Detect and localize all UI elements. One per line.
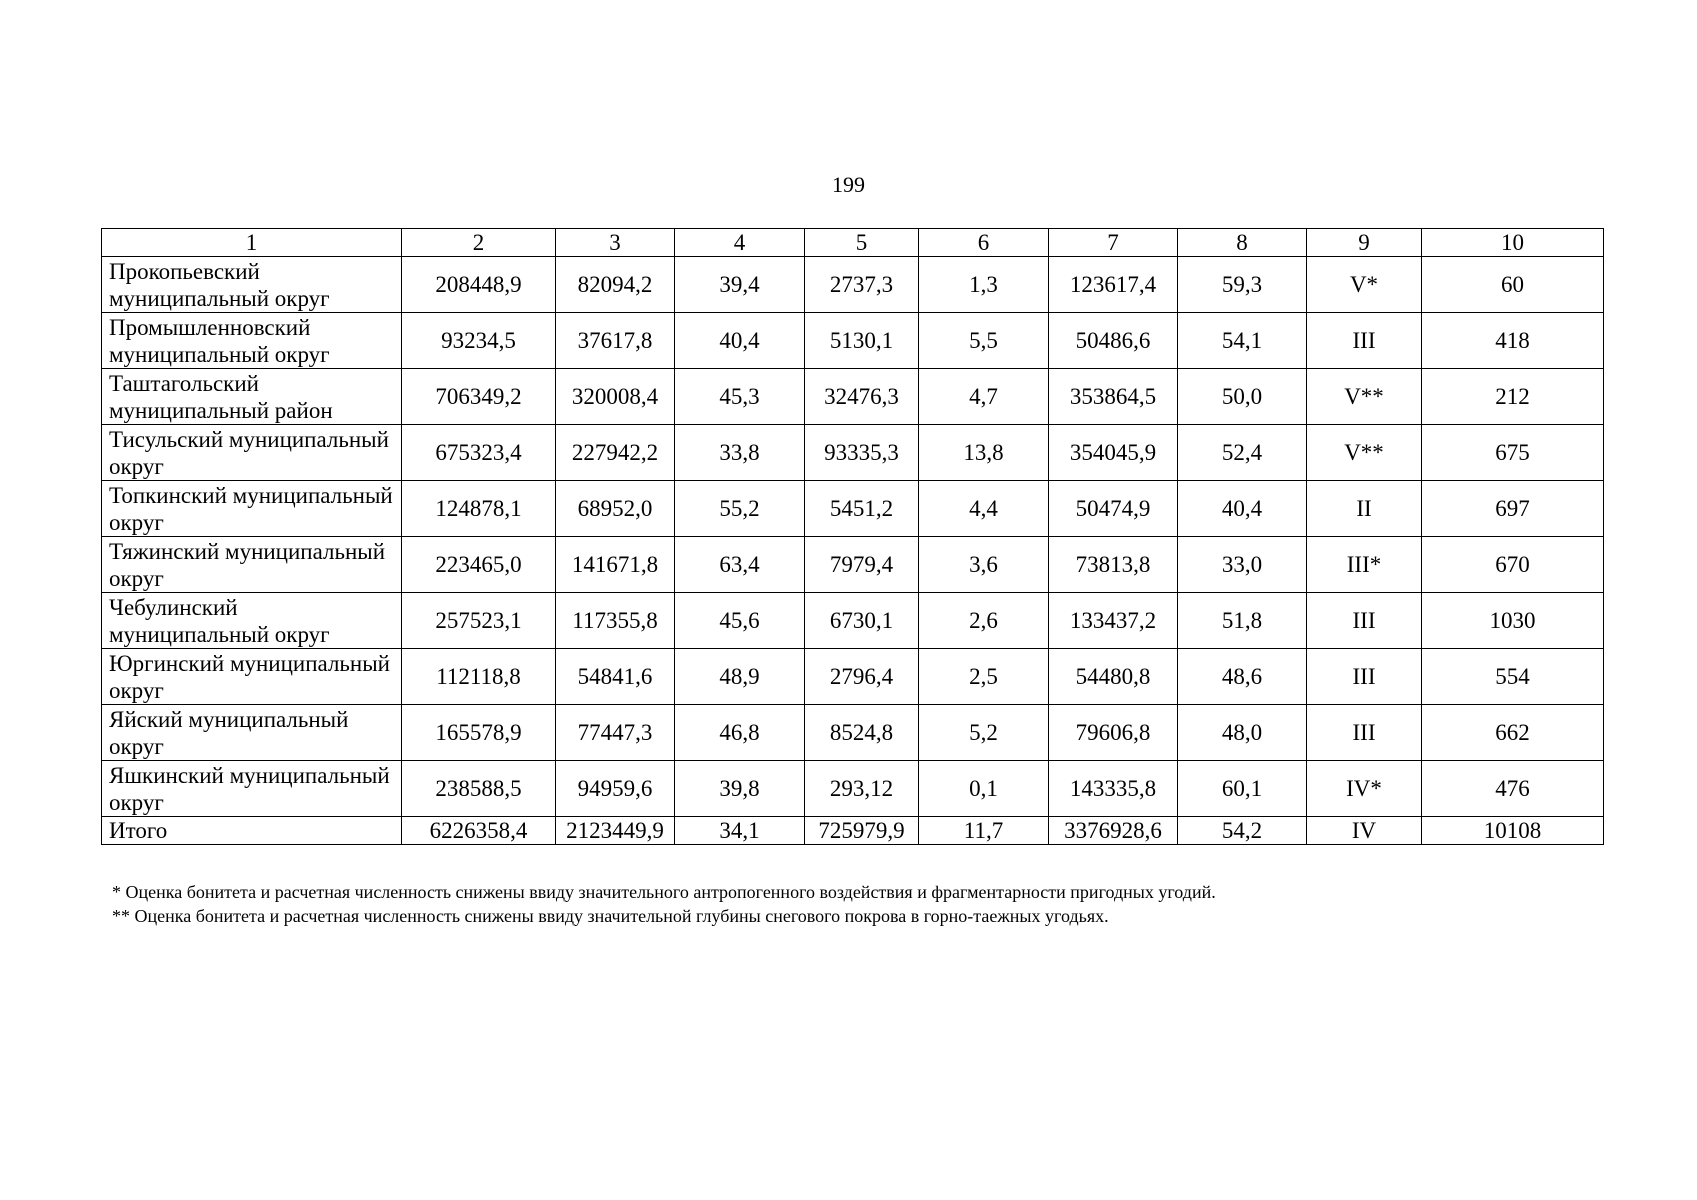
- table-cell: 10: [1422, 229, 1604, 257]
- district-name-cell: Тисульский муниципальный округ: [102, 425, 402, 481]
- table-cell: 4,4: [919, 481, 1049, 537]
- table-cell: 353864,5: [1049, 369, 1178, 425]
- table-cell: 4: [675, 229, 805, 257]
- table-cell: 6730,1: [805, 593, 919, 649]
- district-name-cell: Прокопьевский муниципальный округ: [102, 257, 402, 313]
- table-cell: 50474,9: [1049, 481, 1178, 537]
- district-name-cell: Яйский муниципальный округ: [102, 705, 402, 761]
- table-cell: IV: [1307, 817, 1422, 845]
- table-cell: 46,8: [675, 705, 805, 761]
- table-cell: 8: [1178, 229, 1307, 257]
- table-cell: 93234,5: [402, 313, 556, 369]
- district-name-cell: Яшкинский муниципальный округ: [102, 761, 402, 817]
- table-cell: 6226358,4: [402, 817, 556, 845]
- table-cell: 5,5: [919, 313, 1049, 369]
- table-cell: 1030: [1422, 593, 1604, 649]
- district-name-cell: Юргинский муниципальный округ: [102, 649, 402, 705]
- footnote-double-asterisk: ** Оценка бонитета и расчетная численность снижены ввиду значительной глубины снегового покрова в горно-таежных угодьях.: [112, 906, 1109, 926]
- table-cell: 39,4: [675, 257, 805, 313]
- table-cell: 3376928,6: [1049, 817, 1178, 845]
- table-cell: 418: [1422, 313, 1604, 369]
- table-cell: 238588,5: [402, 761, 556, 817]
- table-cell: 3: [556, 229, 675, 257]
- table-cell: 40,4: [1178, 481, 1307, 537]
- footnotes: [112, 880, 1612, 928]
- table-cell: V*: [1307, 257, 1422, 313]
- table-cell: 39,8: [675, 761, 805, 817]
- table-cell: 55,2: [675, 481, 805, 537]
- table-cell: 37617,8: [556, 313, 675, 369]
- table-cell: III: [1307, 649, 1422, 705]
- table-cell: 32476,3: [805, 369, 919, 425]
- table-cell: 0,1: [919, 761, 1049, 817]
- table-cell: 59,3: [1178, 257, 1307, 313]
- table-cell: 50486,6: [1049, 313, 1178, 369]
- table-cell: 212: [1422, 369, 1604, 425]
- table-cell: 1,3: [919, 257, 1049, 313]
- table-cell: 123617,4: [1049, 257, 1178, 313]
- table-cell: 93335,3: [805, 425, 919, 481]
- table-cell: 45,3: [675, 369, 805, 425]
- table-cell: 6: [919, 229, 1049, 257]
- district-name-cell: Топкинский муниципальный округ: [102, 481, 402, 537]
- table-cell: 9: [1307, 229, 1422, 257]
- table-cell: 73813,8: [1049, 537, 1178, 593]
- table-cell: 662: [1422, 705, 1604, 761]
- table-cell: 40,4: [675, 313, 805, 369]
- table-cell: 11,7: [919, 817, 1049, 845]
- table-row: [102, 257, 1604, 313]
- table-cell: 670: [1422, 537, 1604, 593]
- table-cell: 3,6: [919, 537, 1049, 593]
- data-table: [101, 228, 1604, 845]
- table-cell: 293,12: [805, 761, 919, 817]
- table-row: [102, 649, 1604, 705]
- table-cell: 2123449,9: [556, 817, 675, 845]
- table-cell: 50,0: [1178, 369, 1307, 425]
- table-cell: 165578,9: [402, 705, 556, 761]
- total-row: [102, 817, 1604, 845]
- table-cell: 63,4: [675, 537, 805, 593]
- table-cell: III: [1307, 313, 1422, 369]
- table-cell: 706349,2: [402, 369, 556, 425]
- table-cell: 2: [402, 229, 556, 257]
- table-cell: 60: [1422, 257, 1604, 313]
- table-cell: 33,0: [1178, 537, 1307, 593]
- table-cell: V**: [1307, 369, 1422, 425]
- table-cell: 7979,4: [805, 537, 919, 593]
- table-cell: 476: [1422, 761, 1604, 817]
- table-cell: 554: [1422, 649, 1604, 705]
- table-cell: 54480,8: [1049, 649, 1178, 705]
- table-cell: 77447,3: [556, 705, 675, 761]
- table-cell: 4,7: [919, 369, 1049, 425]
- table-row: [102, 761, 1604, 817]
- table-cell: 1: [102, 229, 402, 257]
- table-cell: V**: [1307, 425, 1422, 481]
- table-cell: 60,1: [1178, 761, 1307, 817]
- table-cell: 2796,4: [805, 649, 919, 705]
- table-cell: 54,1: [1178, 313, 1307, 369]
- table-cell: 45,6: [675, 593, 805, 649]
- table-cell: 5451,2: [805, 481, 919, 537]
- table-cell: 48,9: [675, 649, 805, 705]
- district-name-cell: Промышленновский муниципальный округ: [102, 313, 402, 369]
- table-row: [102, 481, 1604, 537]
- table-cell: 2737,3: [805, 257, 919, 313]
- table-cell: 141671,8: [556, 537, 675, 593]
- table-cell: 52,4: [1178, 425, 1307, 481]
- table-cell: 133437,2: [1049, 593, 1178, 649]
- table-cell: IV*: [1307, 761, 1422, 817]
- table-cell: 675323,4: [402, 425, 556, 481]
- table-row: [102, 537, 1604, 593]
- table-cell: 54,2: [1178, 817, 1307, 845]
- table-cell: 48,0: [1178, 705, 1307, 761]
- district-name-cell: Чебулинский муниципальный округ: [102, 593, 402, 649]
- table-cell: 51,8: [1178, 593, 1307, 649]
- table-cell: 320008,4: [556, 369, 675, 425]
- district-name-cell: Таштагольский муниципальный район: [102, 369, 402, 425]
- page-number: 199: [832, 172, 865, 197]
- table-cell: 117355,8: [556, 593, 675, 649]
- table-cell: 227942,2: [556, 425, 675, 481]
- table-cell: 112118,8: [402, 649, 556, 705]
- table-cell: 725979,9: [805, 817, 919, 845]
- table-cell: 5130,1: [805, 313, 919, 369]
- table-row: [102, 369, 1604, 425]
- table-row: [102, 313, 1604, 369]
- table-cell: 68952,0: [556, 481, 675, 537]
- table-cell: 79606,8: [1049, 705, 1178, 761]
- table-cell: 2,5: [919, 649, 1049, 705]
- table-cell: 82094,2: [556, 257, 675, 313]
- footnote-single-asterisk: * Оценка бонитета и расчетная численность снижены ввиду значительного антропогенного воздействия и фрагментарности пригодных угодий.: [112, 882, 1216, 902]
- table-cell: 48,6: [1178, 649, 1307, 705]
- table-cell: 34,1: [675, 817, 805, 845]
- table-cell: III: [1307, 705, 1422, 761]
- table-cell: 5: [805, 229, 919, 257]
- table-row: [102, 705, 1604, 761]
- table-cell: III: [1307, 593, 1422, 649]
- district-name-cell: Итого: [102, 817, 402, 845]
- table-cell: 208448,9: [402, 257, 556, 313]
- table-cell: 223465,0: [402, 537, 556, 593]
- table-cell: 13,8: [919, 425, 1049, 481]
- table-cell: 354045,9: [1049, 425, 1178, 481]
- table-cell: 7: [1049, 229, 1178, 257]
- table-cell: 54841,6: [556, 649, 675, 705]
- table-cell: 8524,8: [805, 705, 919, 761]
- table-row: [102, 425, 1604, 481]
- table-cell: III*: [1307, 537, 1422, 593]
- table-cell: II: [1307, 481, 1422, 537]
- table-cell: 675: [1422, 425, 1604, 481]
- table-cell: 124878,1: [402, 481, 556, 537]
- table-row: [102, 593, 1604, 649]
- table-cell: 5,2: [919, 705, 1049, 761]
- district-name-cell: Тяжинский муниципальный округ: [102, 537, 402, 593]
- table-cell: 10108: [1422, 817, 1604, 845]
- table-cell: 257523,1: [402, 593, 556, 649]
- table-cell: 2,6: [919, 593, 1049, 649]
- table-cell: 33,8: [675, 425, 805, 481]
- header-row: [102, 229, 1604, 257]
- table-cell: 143335,8: [1049, 761, 1178, 817]
- table-cell: 697: [1422, 481, 1604, 537]
- table-cell: 94959,6: [556, 761, 675, 817]
